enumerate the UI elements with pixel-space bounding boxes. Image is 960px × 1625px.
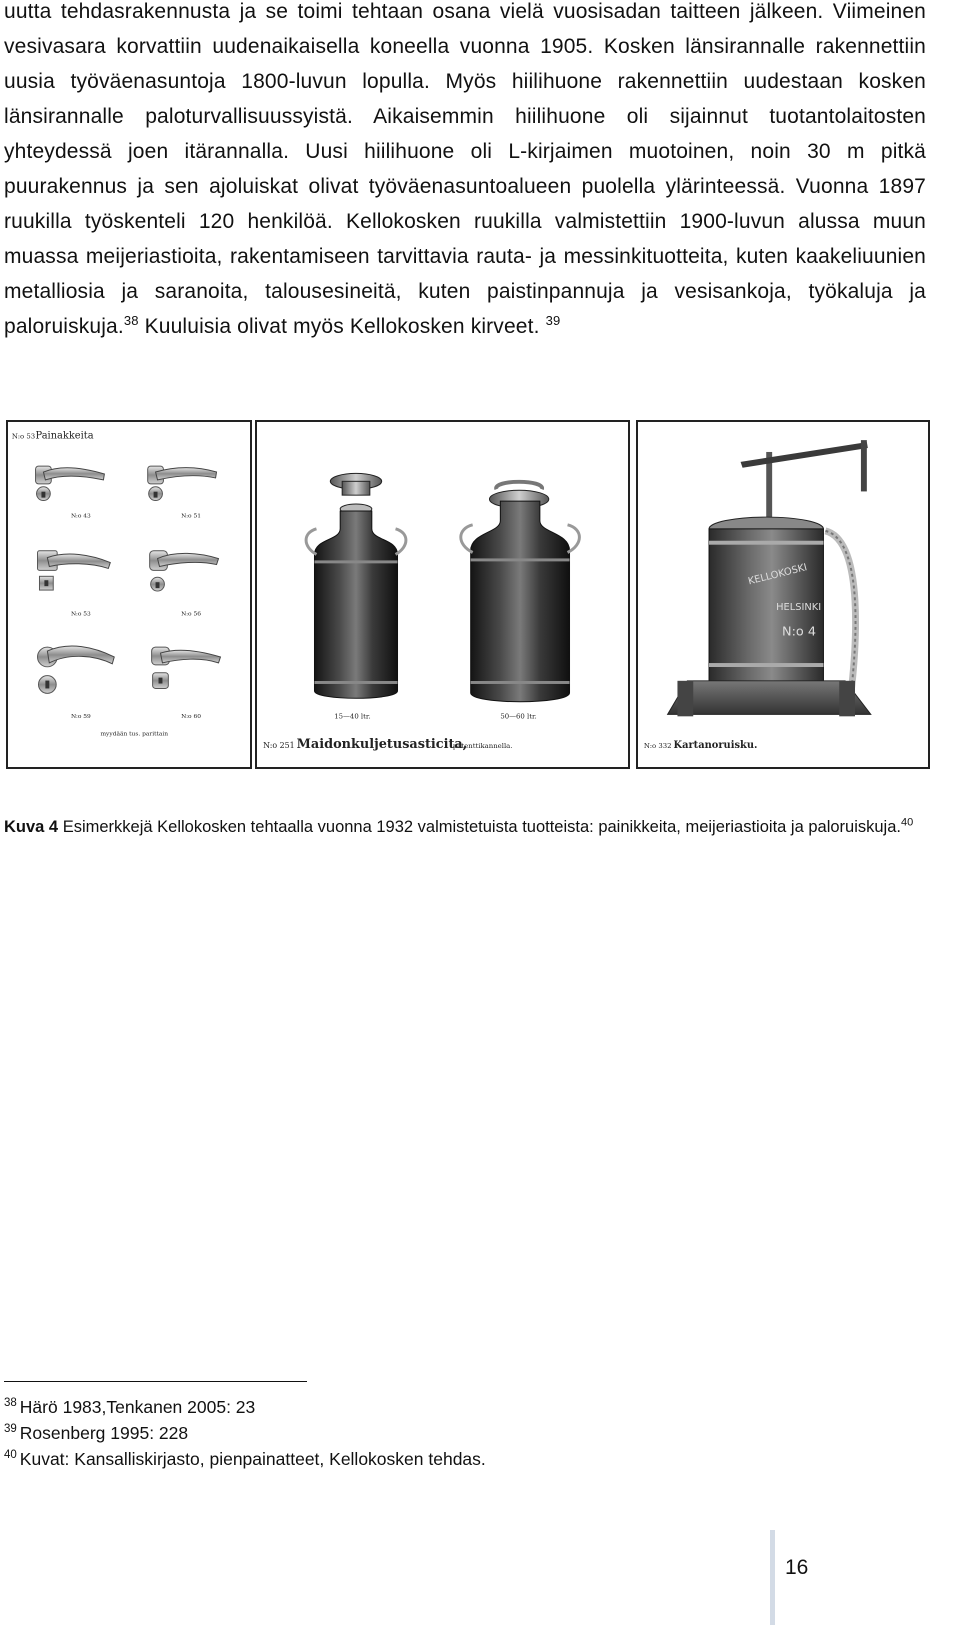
handle-icon [36, 466, 105, 500]
footnotes [4, 1394, 486, 1472]
fire-pump-catalog-image [636, 420, 930, 769]
item-label: N:o 51 [181, 513, 201, 520]
can-label: HELSINKI [776, 601, 822, 613]
pump-bucket [709, 517, 823, 691]
catalog-title: Kartanoruisku. [673, 739, 758, 751]
figure-caption [4, 815, 926, 840]
footnote-ref-40[interactable]: 40 [900, 816, 914, 829]
footnote-text: Härö 1983,Tenkanen 2005: 23 [19, 1397, 256, 1417]
large-milk-can [461, 482, 580, 702]
catalog-number: N:o 332 [643, 741, 672, 750]
item-label: N:o 53 [70, 611, 91, 618]
footnote-divider [4, 1381, 307, 1382]
catalog-title: Painakkeita [35, 430, 94, 442]
catalog-subtitle: patenttikannella. [452, 742, 513, 751]
catalog-footer: myydään tus. parittain [100, 731, 169, 738]
door-handles-illustration [8, 422, 250, 767]
can-label: N:o 4 [782, 624, 816, 640]
handle-icon [150, 551, 219, 591]
handle-icon [38, 551, 111, 590]
door-handles-catalog-image [6, 420, 252, 769]
caption-text: Esimerkkejä Kellokosken tehtaalla vuonna 1932 valmistetuista tuotteista: painikkeita, meijeriastioita ja paloruiskuja. [58, 818, 901, 836]
milk-cans-illustration [257, 422, 628, 767]
footnote-number: 39 [4, 1423, 17, 1436]
wooden-stand [668, 681, 871, 717]
footnote-text: Kuvat: Kansalliskirjasto, pienpainatteet, Kellokosken tehdas. [19, 1449, 486, 1469]
catalog-number: N:o 251 [263, 741, 295, 751]
body-text-part2: Kuuluisia olivat myös Kellokosken kirveet. [138, 315, 540, 338]
size-label-small: 15—40 ltr. [334, 712, 371, 721]
page-number: 16 [785, 1556, 809, 1579]
handle-icon [152, 647, 221, 688]
body-paragraph [4, 0, 926, 344]
item-label: N:o 56 [181, 611, 201, 618]
figure-images [0, 420, 960, 770]
footnote-number: 38 [4, 1397, 17, 1410]
footnote-number: 40 [4, 1449, 17, 1462]
can-label: KELLOKOSKI [747, 562, 809, 588]
footnote-item [4, 1394, 486, 1420]
catalog-title: Maidonkuljetusasticita, [296, 737, 468, 753]
footnote-ref-38[interactable]: 38 [123, 313, 139, 328]
catalog-number: N:o 53 [11, 432, 36, 441]
fire-pump-illustration [638, 422, 928, 767]
footnote-text: Rosenberg 1995: 228 [19, 1423, 189, 1443]
item-label: N:o 43 [70, 513, 91, 520]
item-label: N:o 60 [181, 713, 201, 720]
milk-cans-catalog-image [255, 420, 630, 769]
handle-icon [148, 466, 217, 500]
size-label-large: 50—60 ltr. [500, 712, 537, 721]
small-milk-can [306, 473, 406, 698]
footnote-item [4, 1446, 486, 1472]
footnote-item [4, 1420, 486, 1446]
body-text-part1: uutta tehdasrakennusta ja se toimi tehtaan osana vielä vuosisadan taitteen jälkeen. Viimeinen vesivasara korvattiin uudenaikaisella koneella vuonna 1905. Kosken länsirannalle rakennettiin uusia työväenasuntoja 1800-luvun lopulla. Myös hiilihuone rakennettiin uudestaan kosken länsirannalle paloturvallisuussyistä. Aikaisemmin hiilihuone oli sijainnut tuotantolaitosten yhteydessä joen itärannalla. Uusi hiilihuone oli L-kirjaimen muotoinen, noin 30 m pitkä puurakennus ja sen ajoluiskat olivat työväenasuntoalueen puolella ylärinteessä. Vuonna 1897 ruukilla työskenteli 120 henkilöä. Kellokosken ruukilla valmistettiin 1900-luvun alussa muun muassa meijeriastioita, rakentamiseen tarvittavia rauta- ja messinkituotteita, kuten kaakeliuunien metalliosia ja saranoita, talousesineitä, kuten paistinpannuja ja vesisankoja, työkaluja ja paloruiskuja. [4, 0, 926, 338]
caption-label: Kuva 4 [4, 818, 59, 836]
page-number-bar [770, 1530, 775, 1625]
handle-icon [38, 646, 115, 693]
item-label: N:o 59 [70, 713, 91, 720]
footnote-ref-39[interactable]: 39 [545, 313, 561, 328]
